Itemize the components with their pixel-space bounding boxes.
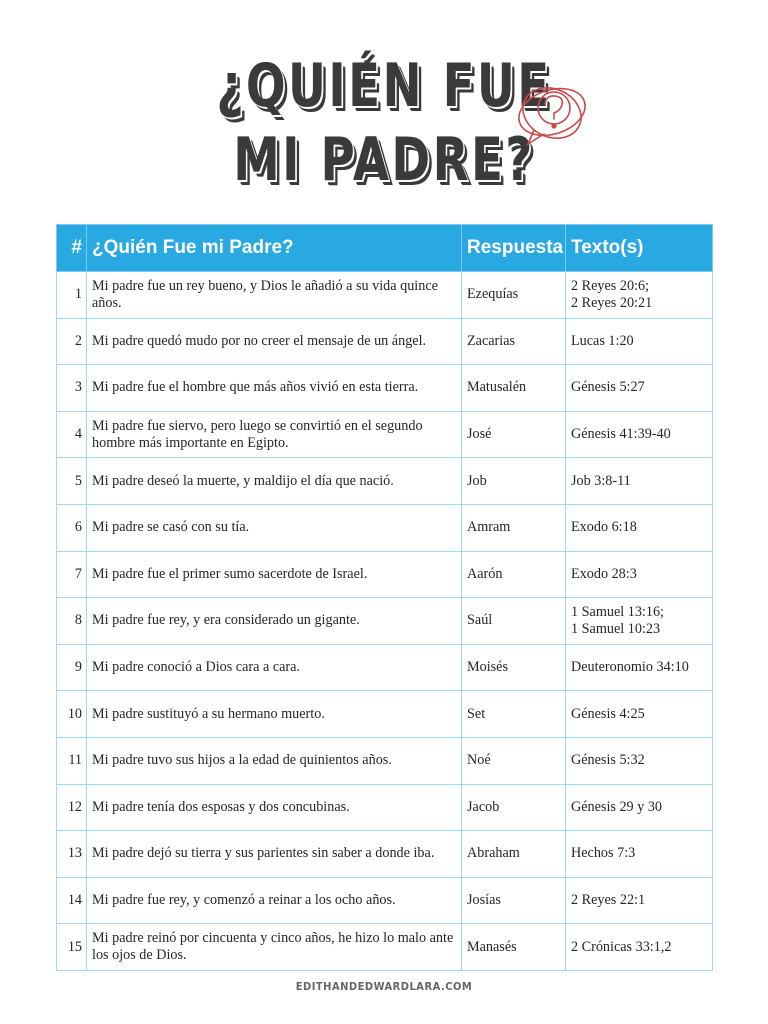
row-number: 7 xyxy=(57,551,87,598)
row-texts xyxy=(566,644,713,691)
row-answer: Zacarias xyxy=(462,318,566,365)
row-text-ref: 2 Reyes 20:21 xyxy=(571,294,653,311)
table-row xyxy=(57,318,713,365)
row-texts xyxy=(566,458,713,505)
row-texts xyxy=(566,691,713,738)
row-text-ref: 1 Samuel 10:23 xyxy=(571,620,661,637)
table-row xyxy=(57,877,713,924)
row-text-ref: Génesis 5:27 xyxy=(571,379,645,396)
row-number: 15 xyxy=(57,924,87,971)
row-text-ref: 2 Reyes 22:1 xyxy=(571,892,646,909)
row-answer: Aarón xyxy=(462,551,566,598)
row-texts xyxy=(566,737,713,784)
page-title xyxy=(0,48,768,208)
row-question: Mi padre fue rey, y era considerado un gigante. xyxy=(87,598,462,645)
row-number: 2 xyxy=(57,318,87,365)
row-text-ref: Exodo 6:18 xyxy=(571,519,637,536)
row-number: 11 xyxy=(57,737,87,784)
title-line-2: MI PADRE? xyxy=(233,125,535,195)
header-question: ¿Quién Fue mi Padre? xyxy=(87,225,462,272)
questions-table xyxy=(56,224,713,971)
row-texts xyxy=(566,318,713,365)
row-texts xyxy=(566,877,713,924)
row-texts xyxy=(566,831,713,878)
row-question: Mi padre reinó por cincuenta y cinco años, he hizo lo malo ante los ojos de Dios. xyxy=(87,924,462,971)
row-texts xyxy=(566,924,713,971)
row-answer: Job xyxy=(462,458,566,505)
row-question: Mi padre deseó la muerte, y maldijo el día que nació. xyxy=(87,458,462,505)
table-row xyxy=(57,272,713,319)
title-line-1: ¿QUIÉN FUE xyxy=(216,51,552,121)
row-number: 9 xyxy=(57,644,87,691)
table-row xyxy=(57,411,713,458)
row-number: 5 xyxy=(57,458,87,505)
row-text-ref: Deuteronomio 34:10 xyxy=(571,659,689,676)
row-answer: Ezequías xyxy=(462,272,566,319)
row-answer: Jacob xyxy=(462,784,566,831)
row-number: 8 xyxy=(57,598,87,645)
row-answer: Moisés xyxy=(462,644,566,691)
row-texts xyxy=(566,551,713,598)
table-row xyxy=(57,458,713,505)
row-answer: Abraham xyxy=(462,831,566,878)
row-answer: José xyxy=(462,411,566,458)
table-row xyxy=(57,737,713,784)
header-answer: Respuesta xyxy=(462,225,566,272)
table-row xyxy=(57,644,713,691)
row-question: Mi padre fue un rey bueno, y Dios le añadió a su vida quince años. xyxy=(87,272,462,319)
row-text-ref: Hechos 7:3 xyxy=(571,845,636,862)
row-question: Mi padre sustituyó a su hermano muerto. xyxy=(87,691,462,738)
row-number: 12 xyxy=(57,784,87,831)
row-texts xyxy=(566,598,713,645)
row-text-ref: 2 Reyes 20:6; xyxy=(571,277,650,294)
row-text-ref: Génesis 29 y 30 xyxy=(571,798,663,815)
row-texts xyxy=(566,365,713,412)
row-answer: Matusalén xyxy=(462,365,566,412)
row-answer: Saúl xyxy=(462,598,566,645)
header-number: # xyxy=(57,225,87,272)
table-header-row xyxy=(57,225,713,272)
table-row xyxy=(57,598,713,645)
row-texts xyxy=(566,272,713,319)
row-texts xyxy=(566,784,713,831)
row-answer: Noé xyxy=(462,737,566,784)
row-answer: Josías xyxy=(462,877,566,924)
row-text-ref: Génesis 4:25 xyxy=(571,705,645,722)
row-number: 1 xyxy=(57,272,87,319)
row-question: Mi padre fue el primer sumo sacerdote de Israel. xyxy=(87,551,462,598)
table-row xyxy=(57,924,713,971)
row-question: Mi padre tenía dos esposas y dos concubinas. xyxy=(87,784,462,831)
row-text-ref: Génesis 5:32 xyxy=(571,752,645,769)
question-bubble-icon xyxy=(512,78,592,150)
footer-site-url: EDITHANDEDWARDLARA.COM xyxy=(295,980,473,993)
table-row xyxy=(57,551,713,598)
row-text-ref: Exodo 28:3 xyxy=(571,565,637,582)
row-texts xyxy=(566,504,713,551)
row-number: 14 xyxy=(57,877,87,924)
row-text-ref: 1 Samuel 13:16; xyxy=(571,603,665,620)
row-texts xyxy=(566,411,713,458)
row-question: Mi padre fue siervo, pero luego se convirtió en el segundo hombre más importante en Egipto. xyxy=(87,411,462,458)
row-answer: Set xyxy=(462,691,566,738)
table-row xyxy=(57,504,713,551)
row-number: 3 xyxy=(57,365,87,412)
row-question: Mi padre fue rey, y comenzó a reinar a los ocho años. xyxy=(87,877,462,924)
row-number: 6 xyxy=(57,504,87,551)
table-row xyxy=(57,784,713,831)
row-answer: Manasés xyxy=(462,924,566,971)
row-text-ref: 2 Crónicas 33:1,2 xyxy=(571,938,672,955)
row-question: Mi padre quedó mudo por no creer el mensaje de un ángel. xyxy=(87,318,462,365)
row-answer: Amram xyxy=(462,504,566,551)
row-text-ref: Génesis 41:39-40 xyxy=(571,426,671,443)
table-row xyxy=(57,691,713,738)
row-question: Mi padre fue el hombre que más años vivió en esta tierra. xyxy=(87,365,462,412)
header-texts: Texto(s) xyxy=(566,225,713,272)
row-number: 4 xyxy=(57,411,87,458)
row-text-ref: Job 3:8-11 xyxy=(571,472,631,489)
row-question: Mi padre conoció a Dios cara a cara. xyxy=(87,644,462,691)
row-question: Mi padre dejó su tierra y sus parientes sin saber a donde iba. xyxy=(87,831,462,878)
table-row xyxy=(57,365,713,412)
row-question: Mi padre tuvo sus hijos a la edad de quinientos años. xyxy=(87,737,462,784)
row-number: 13 xyxy=(57,831,87,878)
table-row xyxy=(57,831,713,878)
row-number: 10 xyxy=(57,691,87,738)
row-text-ref: Lucas 1:20 xyxy=(571,332,634,349)
row-question: Mi padre se casó con su tía. xyxy=(87,504,462,551)
